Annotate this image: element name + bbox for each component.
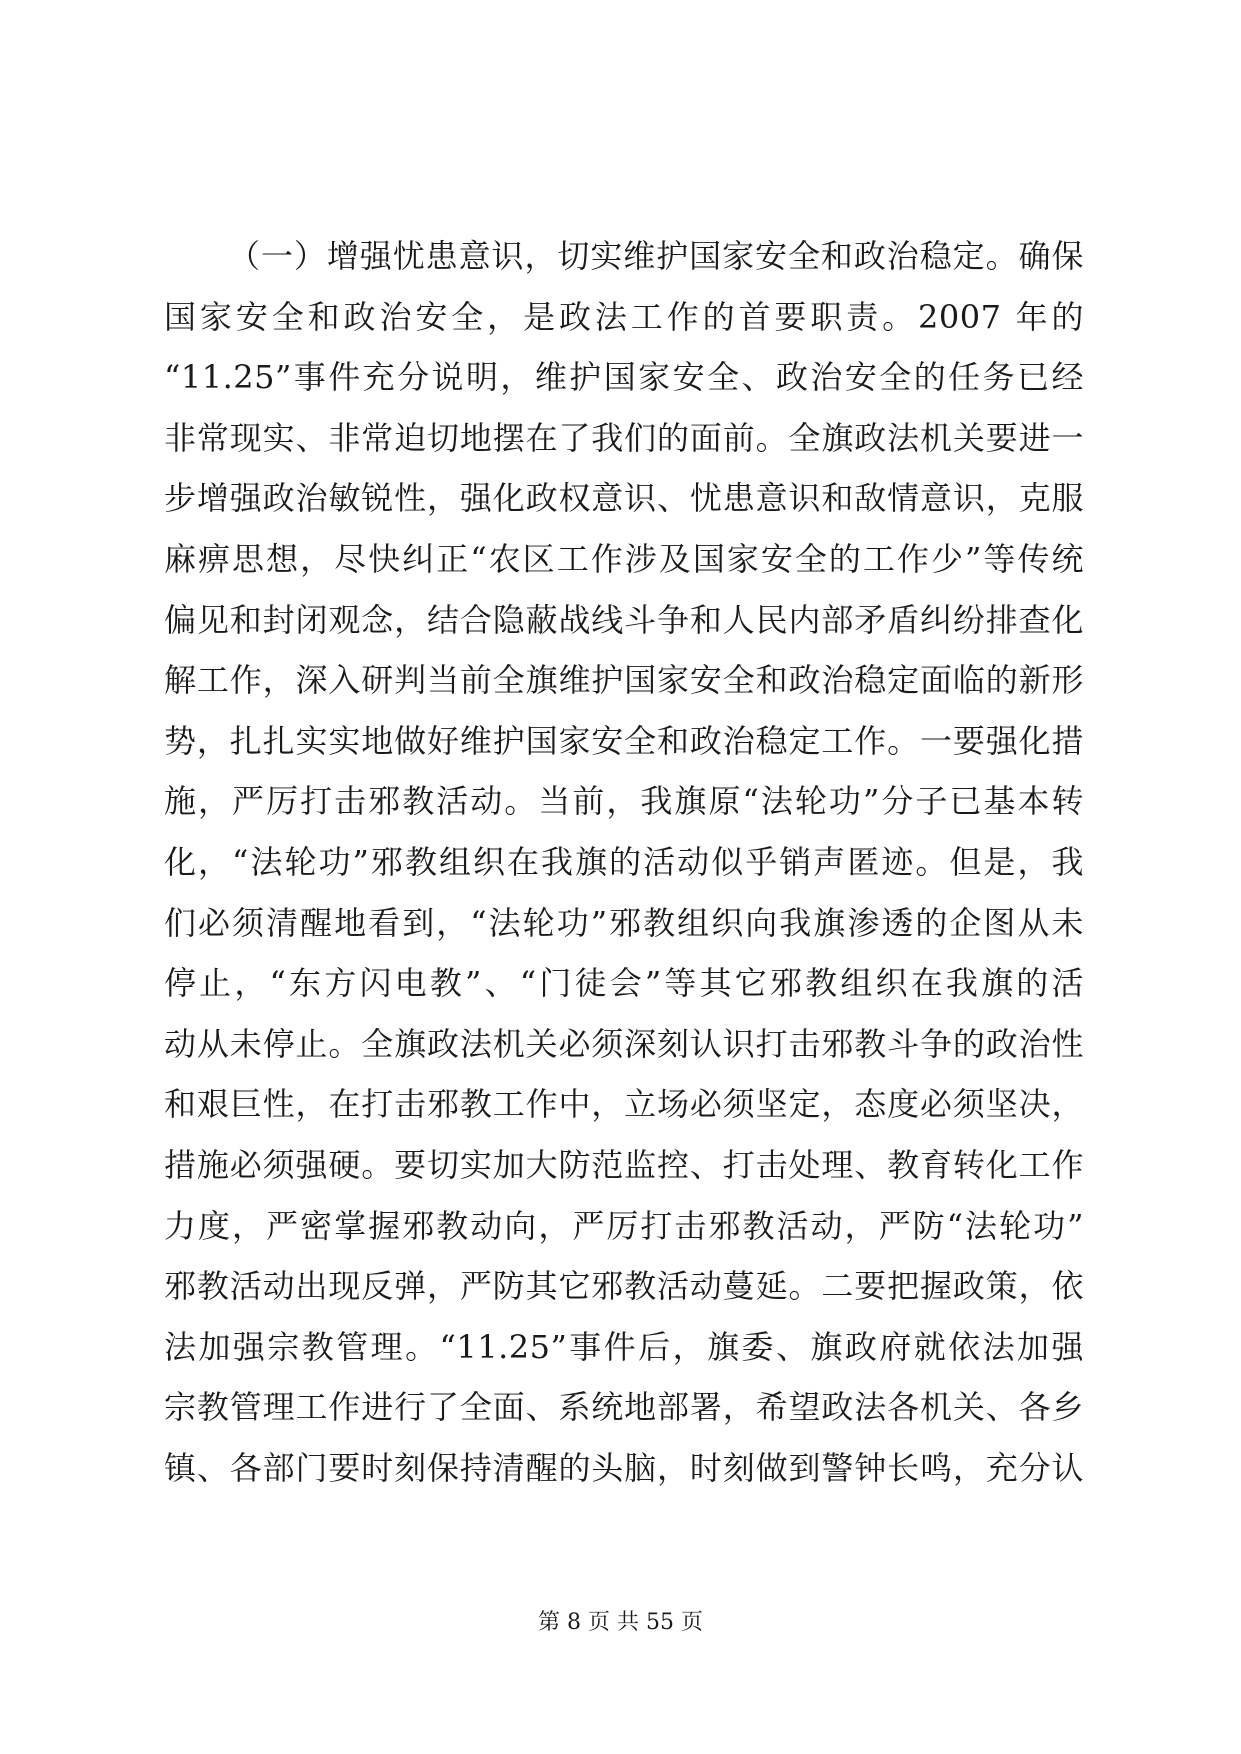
- paragraph-line: 镇、各部门要时刻保持清醒的头脑，时刻做到警钟长鸣，充分认: [164, 1448, 1084, 1487]
- paragraph-line: 解工作，深入研判当前全旗维护国家安全和政治稳定面临的新形: [164, 661, 1084, 700]
- paragraph-line: 停止，“东方闪电教”、“门徒会”等其它邪教组织在我旗的活: [164, 964, 1084, 1003]
- paragraph-line: 力度，严密掌握邪教动向，严厉打击邪教活动，严防“法轮功”: [164, 1206, 1084, 1245]
- paragraph-line: 非常现实、非常迫切地摆在了我们的面前。全旗政法机关要进一: [164, 418, 1084, 457]
- paragraph-line: 施，严厉打击邪教活动。当前，我旗原“法轮功”分子已基本转: [164, 782, 1084, 821]
- page-number-footer: 第 8 页 共 55 页: [538, 1610, 703, 1635]
- paragraph-line: 势，扎扎实实地做好维护国家安全和政治稳定工作。一要强化措: [164, 721, 1084, 760]
- paragraph-line: 动从未停止。全旗政法机关必须深刻认识打击邪教斗争的政治性: [164, 1024, 1084, 1063]
- paragraph-line: 国家安全和政治安全，是政法工作的首要职责。2007 年的: [164, 297, 1084, 336]
- paragraph-line: 邪教活动出现反弹，严防其它邪教活动蔓延。二要把握政策，依: [164, 1267, 1084, 1306]
- paragraph-line: 法加强宗教管理。“11.25”事件后，旗委、旗政府就依法加强: [164, 1327, 1084, 1366]
- paragraph-line: 和艰巨性，在打击邪教工作中，立场必须坚定，态度必须坚决，: [164, 1085, 1084, 1124]
- paragraph-line: 宗教管理工作进行了全面、系统地部署，希望政法各机关、各乡: [164, 1388, 1084, 1427]
- paragraph-line: 措施必须强硬。要切实加大防范监控、打击处理、教育转化工作: [164, 1145, 1084, 1184]
- paragraph-line: 偏见和封闭观念，结合隐蔽战线斗争和人民内部矛盾纠纷排查化: [164, 600, 1084, 639]
- paragraph-line: （一）增强忧患意识，切实维护国家安全和政治稳定。确保: [228, 237, 1084, 275]
- paragraph-line: 们必须清醒地看到，“法轮功”邪教组织向我旗渗透的企图从未: [164, 903, 1084, 942]
- paragraph-line: 化，“法轮功”邪教组织在我旗的活动似乎销声匿迹。但是，我: [164, 842, 1084, 881]
- paragraph-line: 步增强政治敏锐性，强化政权意识、忧患意识和敌情意识，克服: [164, 479, 1084, 518]
- paragraph-line: “11.25”事件充分说明，维护国家安全、政治安全的任务已经: [164, 358, 1084, 397]
- body-paragraph: [164, 226, 1084, 1498]
- paragraph-line: 麻痹思想，尽快纠正“农区工作涉及国家安全的工作少”等传统: [164, 539, 1084, 578]
